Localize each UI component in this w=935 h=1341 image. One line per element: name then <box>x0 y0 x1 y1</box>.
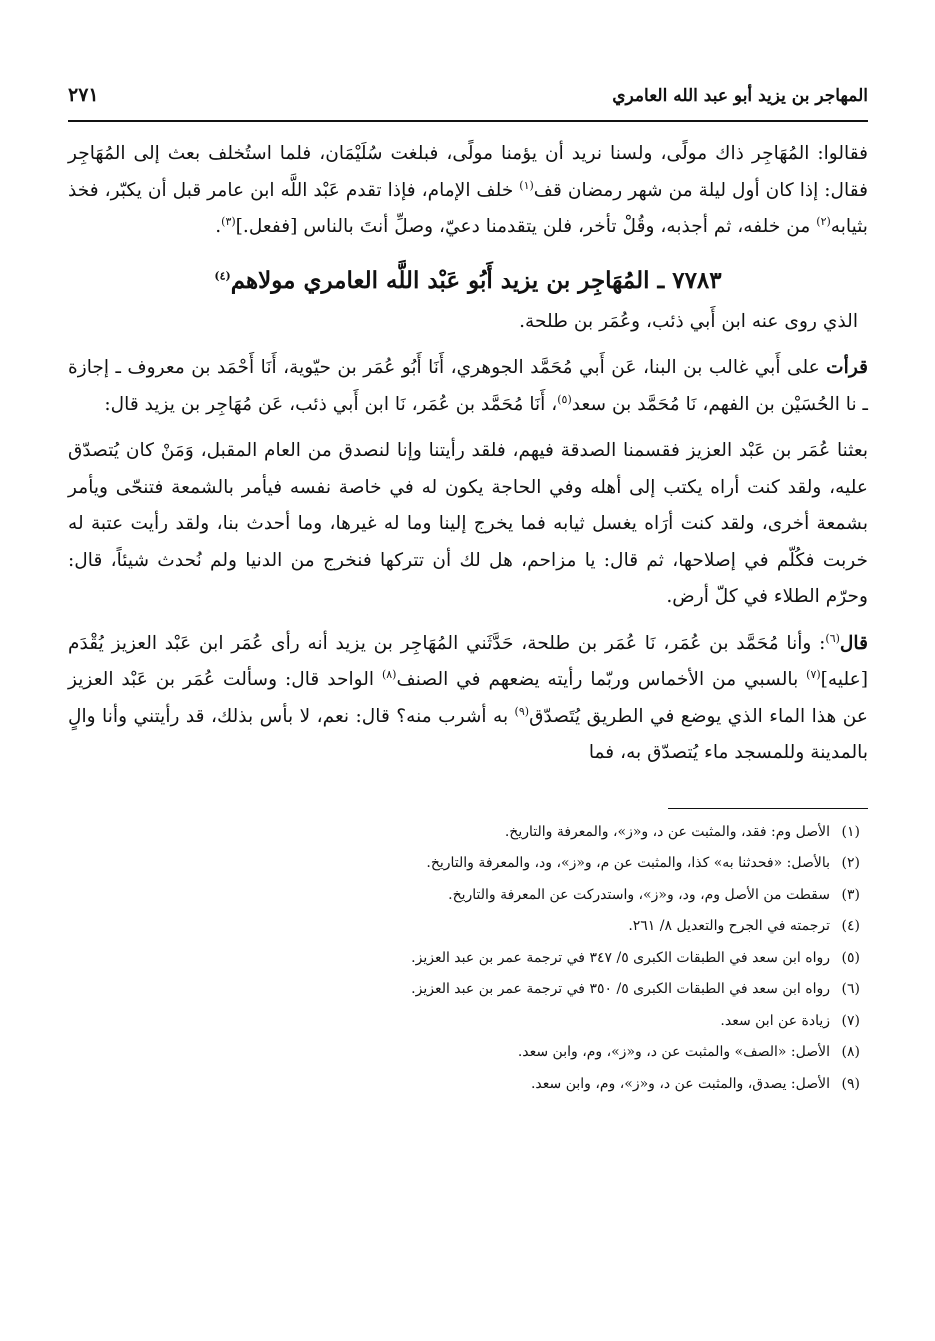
paragraph-text: . <box>215 216 222 237</box>
entry-title: ٧٧٨٣ ـ المُهَاجِر بن يزيد أَبُو عَبْد اللَّه العامري مولاهم <box>230 266 722 294</box>
footnote <box>68 848 860 880</box>
footnote <box>68 943 860 975</box>
footnote-text: الأصل: «الصف» والمثبت عن د، و«ز»، وم، وابن سعد. <box>517 1044 830 1060</box>
footnote-text: الأصل وم: فقد، والمثبت عن د، و«ز»، والمعرفة والتاريخ. <box>504 823 830 840</box>
footnote-number: (٦) <box>841 981 860 997</box>
footnote-text: الأصل: يصدق، والمثبت عن د، و«ز»، وم، وابن سعد. <box>530 1075 830 1092</box>
footnote-ref: (٧) <box>806 667 821 681</box>
body-text <box>68 136 868 772</box>
paragraph-text: من خلفه، ثم أجذبه، وقُلْ تأخر، فلن يتقدمنا دعيّ، وصلِّ أنتَ بالناس [ففعل.] <box>235 216 817 237</box>
narration-paragraph: بعثنا عُمَر بن عَبْد العزيز فقسمنا الصدقة فيهم، فلقد رأيتنا وإنا لنصدق من العام المقبل، وَمَنْ كان يُتصدّق عليه، ولقد كنت أراه يكتب إلى أهله وفي الحاجة يكون له في خاصة نفسه فيأمر بالشمعة فتنحّى ويأمر بشمعة أخرى، ولقد كنت أرَاه يغسل ثيابه فما يخرج إلينا وما له غيرها، وما أحدث بنا، ولقد رأيت عتبة له خربت فكُلّم في إصلاحها، ثم قال: يا مزاحم، هل لك أن تتركها فنخرج من الدنيا ولم نُحدث شيئاً، قال: وحرّم الطلاء في كلّ أرض. <box>68 440 869 607</box>
paragraph-continuation <box>68 136 868 246</box>
footnote-ref: (٤) <box>214 268 231 282</box>
paragraph-text: خلف الإمام، فإذا تقدم عَبْد اللَّه ابن عامر قبل أن يكبّر، فخذ بثيابه <box>68 179 868 237</box>
footnote-number: (٤) <box>841 918 860 934</box>
paragraph-text: بالسبي من الأخماس وربّما رأيته يضعهم في الصنف <box>396 669 807 690</box>
running-title: المهاجر بن يزيد أبو عبد الله العامري <box>612 86 868 106</box>
footnote-ref: (٨) <box>381 667 397 681</box>
footnote-number: (٧) <box>841 1012 860 1029</box>
footnote-number: (٨) <box>841 1044 860 1060</box>
paragraph-text: فقالوا: المُهَاجِر ذاك مولًى، ولسنا نريد أن يؤمنا مولًى، فبلغت سُلَيْمَان، فلما استُخلف بعث إلى المُهَاجِر فقال: إذا كان أول ليلة من شهر رمضان قف <box>68 143 868 201</box>
footnote <box>68 817 860 849</box>
footnote-text: سقطت من الأصل وم، ود، و«ز»، واستدركت عن المعرفة والتاريخ. <box>448 886 830 903</box>
paragraph-lead-word: قرأت <box>826 357 868 378</box>
book-page <box>68 78 868 1100</box>
footnotes <box>68 817 868 1101</box>
entry-heading <box>68 264 868 298</box>
paragraph-lead-word: قال <box>839 632 868 654</box>
footnote-ref: (١) <box>519 178 534 192</box>
footnote-ref: (٥) <box>557 392 572 406</box>
footnote-text: ترجمته في الجرح والتعديل ٨/ ٢٦١. <box>628 918 830 934</box>
paragraph-text: على أَبي غالب بن البنا، عَن أَبي مُحَمَّد الجوهري، أَنَا أَبُو عُمَر بن حيّوية، أَنَا أَحْمَد بن معروف ـ إجازة ـ نا الحُسَيْن بن الفهم، نَا مُحَمَّد بن سعد <box>68 357 868 415</box>
qala-paragraph <box>68 626 868 772</box>
isnad-paragraph <box>68 350 868 423</box>
running-head <box>68 78 868 122</box>
footnote <box>68 1006 860 1038</box>
footnote-text: رواه ابن سعد في الطبقات الكبرى ٥/ ٣٥٠ في ترجمة عمر بن عبد العزيز. <box>411 981 830 997</box>
footnote-text: رواه ابن سعد في الطبقات الكبرى ٥/ ٣٤٧ في ترجمة عمر بن عبد العزيز. <box>411 949 830 966</box>
footnote-divider <box>668 808 868 809</box>
footnote-number: (٢) <box>841 855 860 871</box>
page-number: ٢٧١ <box>68 84 99 106</box>
footnote-number: (٩) <box>841 1075 860 1092</box>
entry-subtitle: الذي روى عنه ابن أَبي ذئب، وعُمَر بن طلحة. <box>519 310 858 332</box>
footnote-number: (٥) <box>841 949 860 966</box>
footnote <box>68 911 860 943</box>
footnote-text: بالأصل: «فحدثنا به» كذا، والمثبت عن م، و«ز»، ود، والمعرفة والتاريخ. <box>426 855 830 871</box>
footnote-ref: (٩) <box>514 704 530 718</box>
paragraph-text: الواحد قال: وسألت عُمَر بن عَبْد العزيز عن هذا الماء الذي يوضع في الطريق يُتَصدّق <box>68 669 868 727</box>
paragraph-text: به أشرب منه؟ قال: نعم، لا بأس بذلك، قد رأيتني وأنا والٍ بالمدينة وللمسجد ماء يُتصدّق به، فما <box>68 705 868 763</box>
footnote-text: زيادة عن ابن سعد. <box>720 1012 830 1029</box>
footnote-ref: (٢) <box>816 214 831 228</box>
footnote <box>68 1069 860 1101</box>
footnote-ref: (٦) <box>825 631 840 645</box>
footnote-number: (١) <box>841 823 860 840</box>
footnote-ref: (٣) <box>221 214 236 228</box>
footnote <box>68 1037 860 1069</box>
footnote <box>68 974 860 1006</box>
paragraph-text: ، أَنَا مُحَمَّد بن عُمَر، نَا ابن أَبي ذئب، عَن مُهَاجِر بن يزيد قال: <box>104 393 558 415</box>
footnote-number: (٣) <box>841 886 860 903</box>
footnote <box>68 880 860 912</box>
paragraph-text: : وأنا مُحَمَّد بن عُمَر، نَا عُمَر بن طلحة، حَدَّثَني المُهَاجِر بن يزيد أنه رأى عُمَر ابن عَبْد العزيز يُقْدَم [عليه] <box>68 632 868 690</box>
